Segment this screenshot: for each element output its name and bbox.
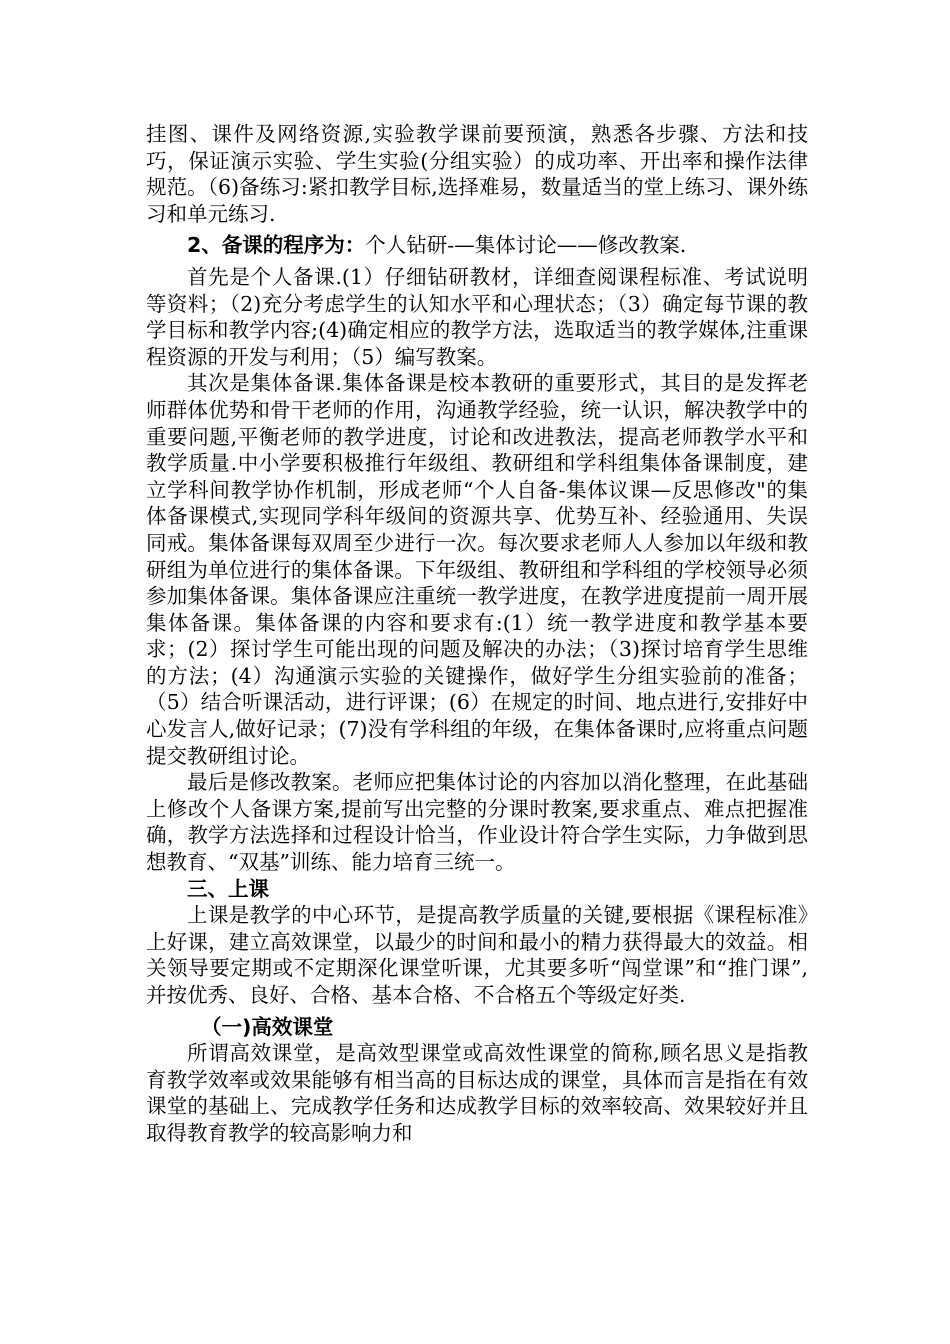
paragraph-class: 上课是教学的中心环节，是提高教学质量的关键,要根据《课程标准》上好课，建立高效课堂，以最少的时间和最小的精力获得最大的效益。相关领导要定期或不定期深化课堂听课，尤其要多听“闯堂课”和“推门课”,并按优秀、良好、合格、基本合格、不合格五个等级定好类.: [146, 903, 808, 1007]
paragraph-efficient-class: 所谓高效课堂，是高效型课堂或高效性课堂的简称,顾名思义是指教育教学效率或效果能够有相当高的目标达成的课堂，具体而言是指在有效课堂的基础上、完成教学任务和达成教学目标的效率较高、效果较好并且取得教育教学的较高影响力和: [146, 1041, 808, 1145]
paragraph-collective-prep: 其次是集体备课.集体备课是校本教研的重要形式，其目的是发挥老师群体优势和骨干老师的作用，沟通教学经验，统一认识，解决教学中的重要问题,平衡老师的教学进度，讨论和改进教法，提高老师教学水平和教学质量.中小学要积极推行年级组、教研组和学科组集体备课制度，建立学科间教学协作机制，形成老师“个人自备-集体议课—反思修改"的集体备课模式,实现同学科年级间的资源共享、优势互补、经验通用、失误同戒。集体备课每双周至少进行一次。每次要求老师人人参加以年级和教研组为单位进行的集体备课。下年级组、教研组和学科组的学校领导必须参加集体备课。集体备课应注重统一教学进度，在教学进度提前一周开展集体备课。集体备课的内容和要求有:(1）统一教学进度和教学基本要求；(2）探讨学生可能出现的问题及解决的办法；（3)探讨培育学生思维的方法；(4）沟通演示实验的关键操作，做好学生分组实验前的准备；（5）结合听课活动，进行评课；(6）在规定的时间、地点进行,安排好中心发言人,做好记录；(7)没有学科组的年级，在集体备课时,应将重点问题提交教研组讨论。: [146, 371, 808, 768]
procedure-heading: 2、备课的程序为：: [187, 233, 366, 258]
paragraph-individual-prep: 首先是个人备课.(1）仔细钻研教材，详细查阅课程标准、考试说明等资料；（2)充分考虑学生的认知水平和心理状态；（3）确定每节课的教学目标和教学内容;(4)确定相应的教学方法，选取适当的教学媒体,注重课程资源的开发与利用；（5）编写教案。: [146, 264, 808, 369]
paragraph-procedure: [146, 232, 808, 259]
section-heading-class: 三、上课: [187, 876, 269, 901]
paragraph-continuation: 挂图、课件及网络资源,实验教学课前要预演，熟悉各步骤、方法和技巧，保证演示实验、学生实验(分组实验）的成功率、开出率和操作法律规范。（6)备练习:紧扣教学目标,选择难易，数量适当的堂上练习、课外练习和单元练习.: [146, 122, 808, 226]
subsection-heading-efficient-class: （一)高效课堂: [201, 1014, 334, 1039]
procedure-text: 个人钻研-—集体讨论——修改教案.: [365, 233, 687, 258]
document-body: [146, 121, 808, 1147]
paragraph-revise-plan: 最后是修改教案。老师应把集体讨论的内容加以消化整理，在此基础上修改个人备课方案,提前写出完整的分课时教案,要求重点、难点把握准确，教学方法选择和过程设计恰当，作业设计符合学生实际，力争做到思想教育、“双基”训练、能力培育三统一。: [146, 770, 808, 875]
